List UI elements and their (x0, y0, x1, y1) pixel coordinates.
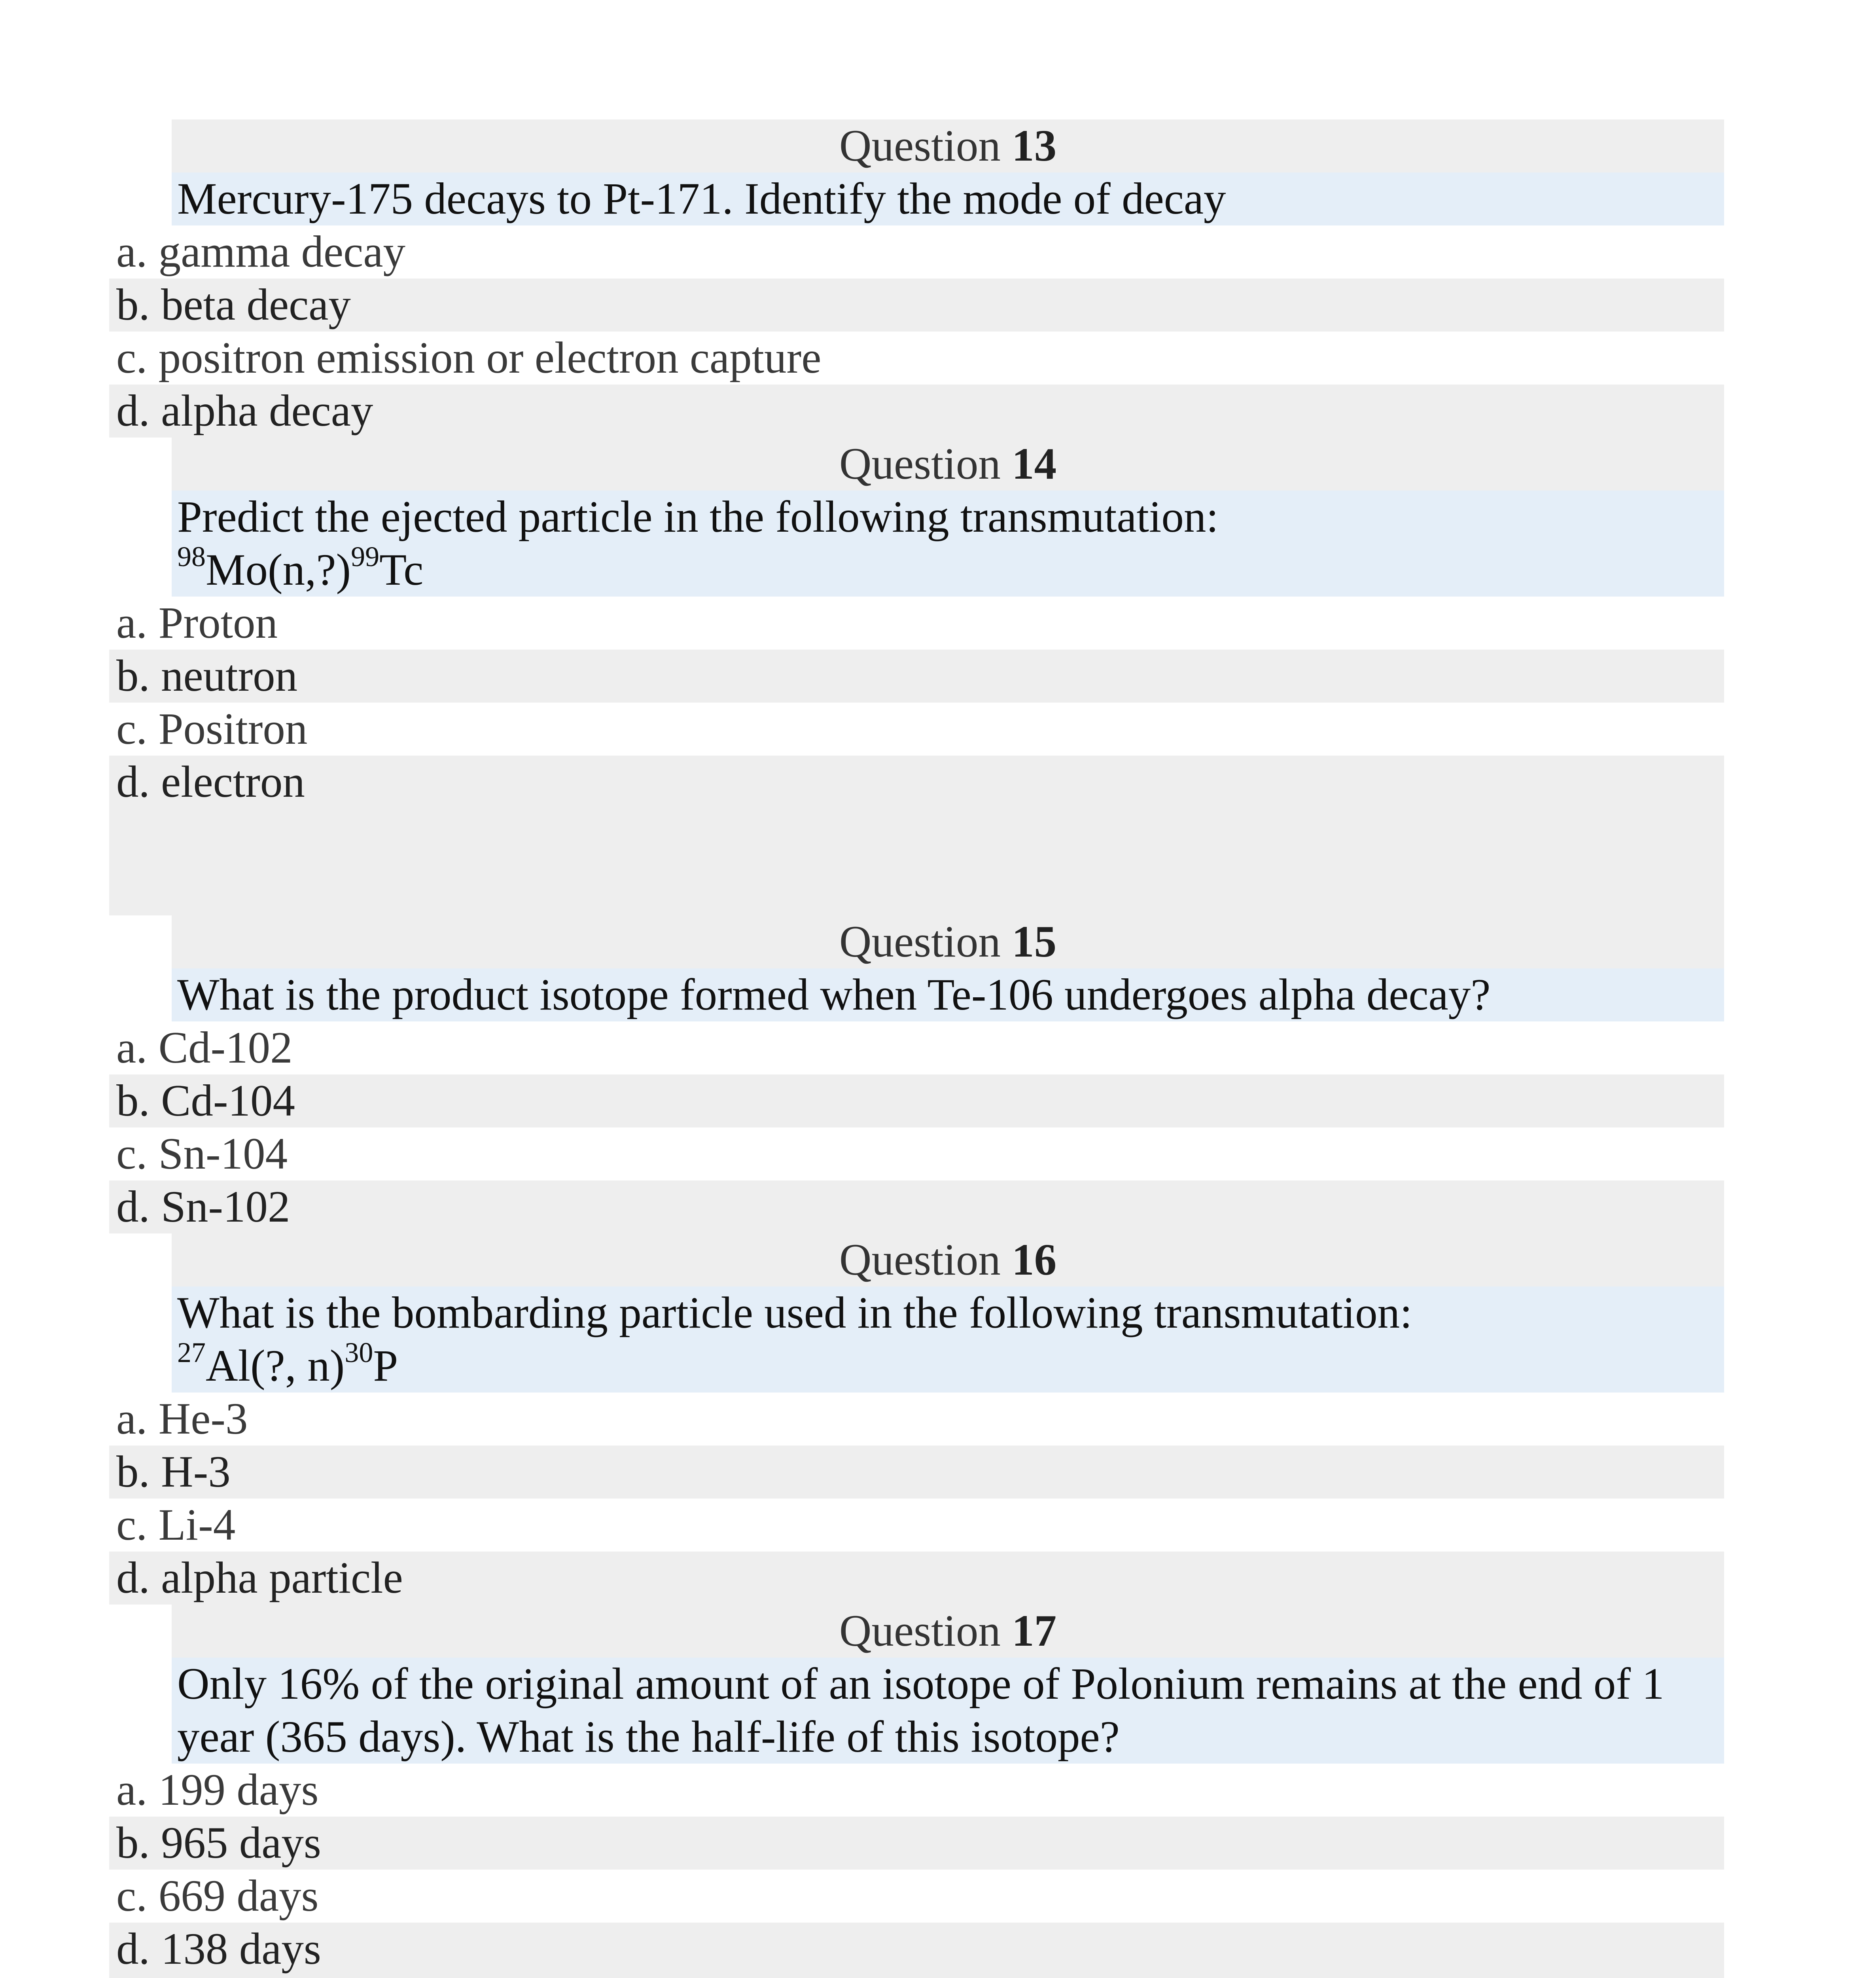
question-heading-prefix: Question (839, 1606, 1001, 1656)
option-label: a. Proton (116, 598, 278, 648)
question-13-option-c[interactable] (109, 332, 1724, 385)
option-label: a. He-3 (116, 1394, 248, 1444)
question-15-stem (172, 968, 1724, 1021)
option-label: b. 965 days (116, 1818, 321, 1868)
option-label: c. Sn-104 (116, 1129, 288, 1178)
reaction-body: Al(?, n) (206, 1341, 345, 1391)
question-17-heading (172, 1605, 1724, 1658)
reaction-body: Mo(n,?) (206, 545, 351, 595)
reaction-product: Tc (379, 545, 424, 595)
question-14-option-d[interactable] (109, 756, 1724, 915)
question-15-option-b[interactable] (109, 1074, 1724, 1127)
option-label: a. 199 days (116, 1765, 319, 1815)
reaction-equation (177, 541, 1724, 597)
question-heading-prefix: Question (839, 1235, 1001, 1285)
question-15-option-c[interactable] (109, 1127, 1724, 1180)
question-heading-prefix: Question (839, 917, 1001, 966)
question-heading-prefix: Question (839, 121, 1001, 171)
question-15-heading (172, 915, 1724, 968)
question-17-option-d[interactable] (109, 1923, 1724, 1978)
mass-number: 98 (177, 541, 206, 573)
question-16-option-c[interactable] (109, 1499, 1724, 1552)
question-number: 13 (1012, 121, 1057, 171)
question-13-option-d[interactable] (109, 385, 1724, 438)
question-16-option-b[interactable] (109, 1446, 1724, 1499)
question-16-heading (172, 1233, 1724, 1286)
question-heading-prefix: Question (839, 439, 1001, 489)
question-number: 14 (1012, 439, 1057, 489)
question-13-option-b[interactable] (109, 279, 1724, 332)
option-label: d. Sn-102 (116, 1182, 290, 1232)
question-number: 17 (1012, 1606, 1057, 1656)
mass-number: 30 (345, 1337, 373, 1369)
question-stem-line: year (365 days). What is the half-life of this isotope? (177, 1712, 1120, 1762)
question-13-heading (172, 119, 1724, 172)
option-label: c. Positron (116, 704, 308, 754)
option-label: b. Cd-104 (116, 1076, 295, 1125)
mass-number: 99 (351, 541, 380, 573)
question-14-heading (172, 438, 1724, 491)
question-13-stem (172, 172, 1724, 225)
question-16-option-a[interactable] (109, 1393, 1724, 1446)
question-14-option-b[interactable] (109, 650, 1724, 703)
question-number: 15 (1012, 917, 1057, 966)
question-13-option-a[interactable] (109, 225, 1724, 279)
question-stem-line: Only 16% of the original amount of an isotope of Polonium remains at the end of 1 (177, 1659, 1664, 1709)
question-17-option-a[interactable] (109, 1764, 1724, 1817)
option-label: a. Cd-102 (116, 1023, 293, 1072)
option-label: a. gamma decay (116, 227, 405, 277)
option-label: c. positron emission or electron capture (116, 333, 822, 383)
question-stem-line: Mercury-175 decays to Pt-171. Identify the mode of decay (177, 174, 1226, 224)
option-label: d. 138 days (116, 1924, 321, 1974)
question-14-stem (172, 491, 1724, 597)
question-17-option-b[interactable] (109, 1817, 1724, 1870)
question-16-stem (172, 1286, 1724, 1393)
option-label: b. neutron (116, 651, 298, 701)
question-14-option-a[interactable] (109, 597, 1724, 650)
option-label: d. electron (116, 757, 305, 807)
option-label: b. beta decay (116, 280, 351, 330)
question-17-stem (172, 1658, 1724, 1764)
question-stem-line: What is the bombarding particle used in the following transmutation: (177, 1288, 1412, 1338)
option-label: c. 669 days (116, 1871, 319, 1921)
option-label: d. alpha decay (116, 386, 373, 436)
question-16-option-d[interactable] (109, 1552, 1724, 1605)
question-15-option-d[interactable] (109, 1180, 1724, 1233)
option-label: c. Li-4 (116, 1500, 236, 1550)
question-stem-line: What is the product isotope formed when Te-106 undergoes alpha decay? (177, 970, 1491, 1019)
question-17-option-c[interactable] (109, 1870, 1724, 1923)
option-label: d. alpha particle (116, 1553, 403, 1603)
option-label: b. H-3 (116, 1447, 231, 1497)
question-number: 16 (1012, 1235, 1057, 1285)
question-14-option-c[interactable] (109, 703, 1724, 756)
mass-number: 27 (177, 1337, 206, 1369)
reaction-product: P (373, 1341, 398, 1391)
question-stem-line: Predict the ejected particle in the following transmutation: (177, 492, 1219, 542)
question-15-option-a[interactable] (109, 1021, 1724, 1074)
reaction-equation (177, 1337, 1724, 1393)
